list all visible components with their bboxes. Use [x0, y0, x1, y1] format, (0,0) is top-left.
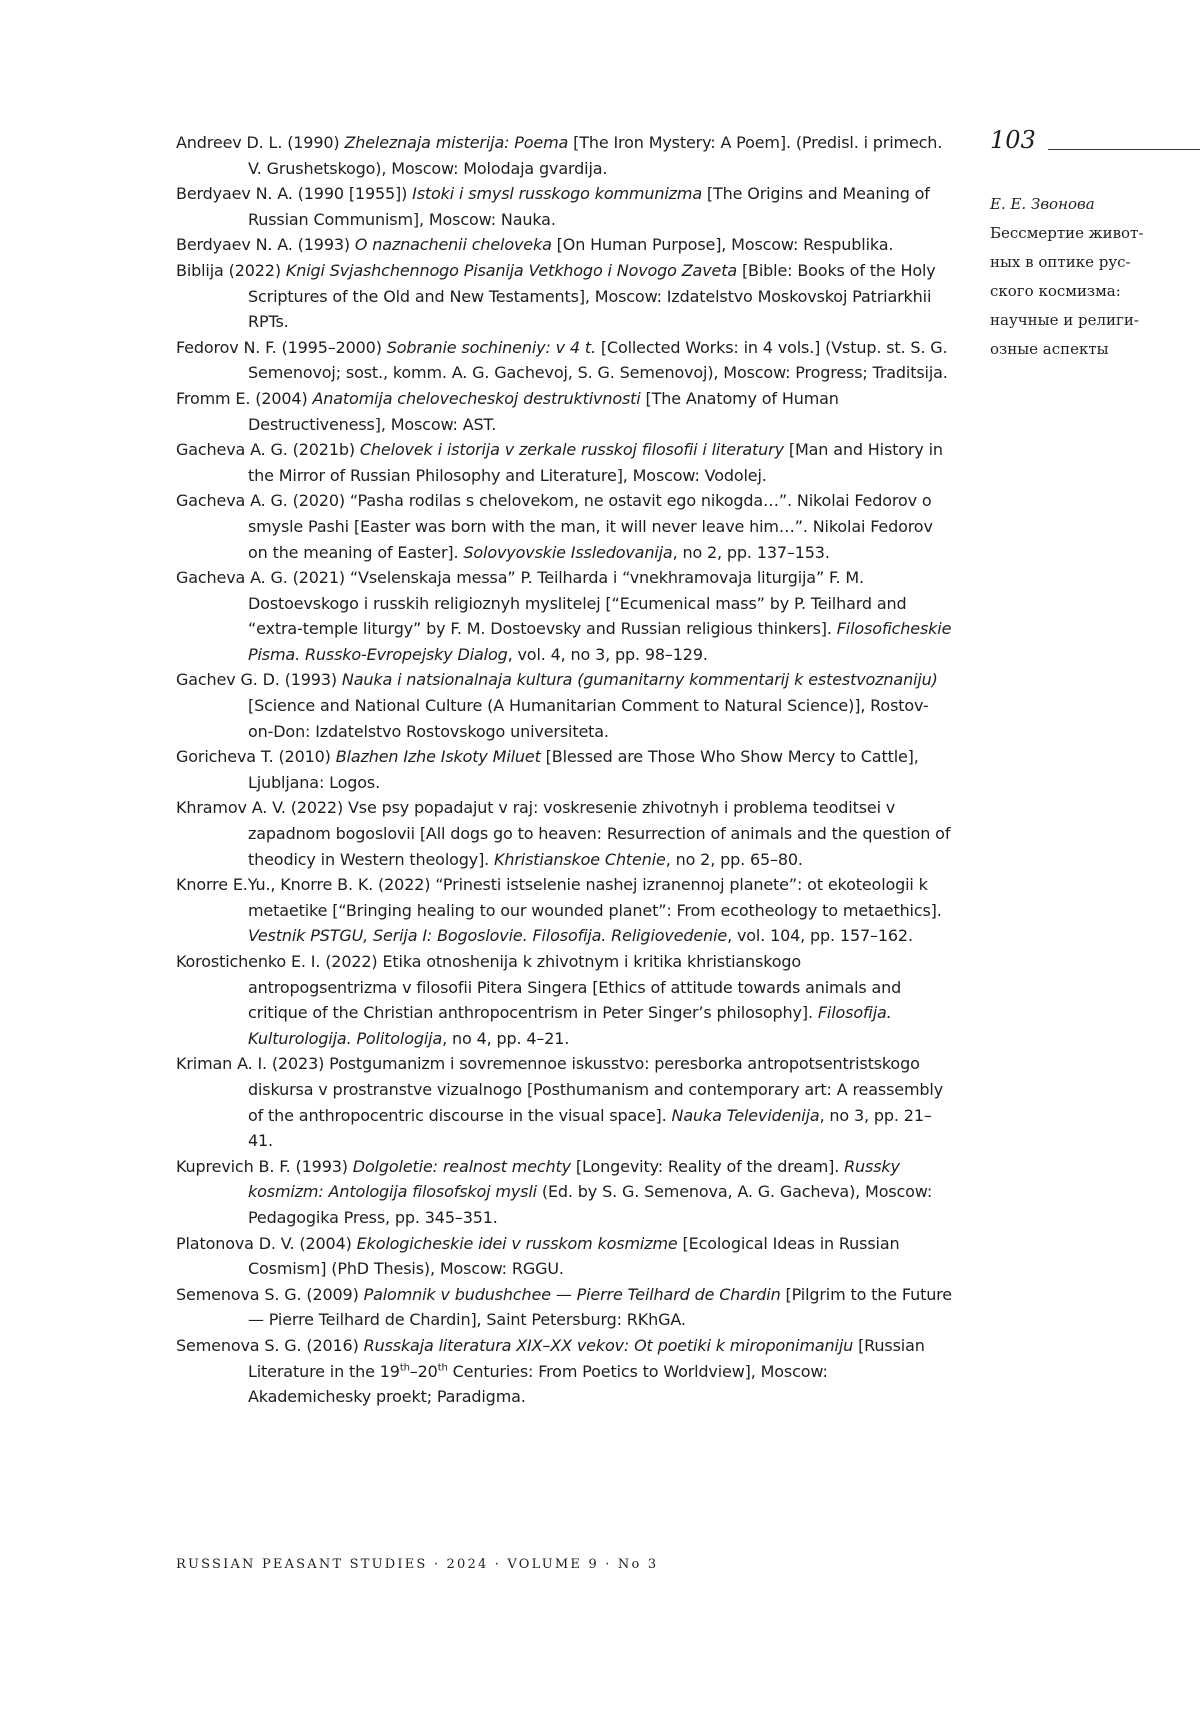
reference-text: Platonova D. V. (2004) — [176, 1234, 357, 1253]
reference-text: Gacheva A. G. (2021b) — [176, 440, 360, 459]
header-rule — [1048, 149, 1200, 150]
reference-entry — [176, 1231, 952, 1282]
reference-text: , no 3, pp. 21–41. — [248, 1106, 932, 1151]
superscript: th — [400, 1362, 410, 1373]
reference-title: Solovyovskie Issledovanija — [463, 543, 672, 562]
reference-title: Zheleznaja misterija: Poema — [344, 133, 568, 152]
reference-text: Kriman A. I. (2023) Postgumanizm i sovremennoe iskusstvo: peresborka antropotsentristskogo diskursa v prostranstve vizualnogo [Posthumanism and contemporary art: A reassembly of the anthropocentric discourse in the visual space]. — [176, 1054, 943, 1124]
reference-entry — [176, 744, 952, 795]
reference-title: Ekologicheskie idei v russkom kosmizme — [357, 1234, 678, 1253]
reference-title: Istoki i smysl russkogo kommunizma — [412, 184, 702, 203]
journal-footer: RUSSIAN PEASANT STUDIES · 2024 · VOLUME 9 · No 3 — [176, 1557, 658, 1572]
reference-text: Gachev G. D. (1993) — [176, 670, 342, 689]
reference-text: [Collected Works: in 4 vols.] (Vstup. st. S. G. Semenovoj; sost., komm. A. G. Gachevoj, S. G. Semenovoj), Moscow: Progress; Traditsija. — [248, 338, 948, 383]
reference-entry — [176, 1333, 952, 1410]
reference-text: , no 4, pp. 4–21. — [442, 1029, 569, 1048]
reference-text: [Ecological Ideas in Russian Cosmism] (PhD Thesis), Moscow: RGGU. — [248, 1234, 899, 1279]
reference-text: Knorre E.Yu., Knorre B. K. (2022) “Prinesti istselenie nashej izranennoj planete”: ot ekoteologii k metaetike [“Bringing healing to our wounded planet”: From ecotheology to metaethics]. — [176, 875, 942, 920]
reference-text: [The Iron Mystery: A Poem]. (Predisl. i primech. V. Grushetskogo), Moscow: Molodaja gvardija. — [248, 133, 942, 178]
running-head — [990, 190, 1200, 364]
reference-title: Knigi Svjashchennogo Pisanija Vetkhogo i Novogo Zaveta — [286, 261, 737, 280]
reference-list — [176, 130, 952, 1410]
reference-text: Fedorov N. F. (1995–2000) — [176, 338, 387, 357]
reference-entry — [176, 437, 952, 488]
reference-entry — [176, 335, 952, 386]
reference-title: Sobranie sochineniy: v 4 t. — [387, 338, 596, 357]
reference-text: Berdyaev N. A. (1993) — [176, 235, 355, 254]
reference-text: –20 — [410, 1362, 438, 1381]
reference-text: , no 2, pp. 137–153. — [673, 543, 830, 562]
reference-title: Nauka i natsionalnaja kultura (gumanitarny kommentarij k estestvoznaniju) — [342, 670, 938, 689]
reference-text: , no 2, pp. 65–80. — [666, 850, 803, 869]
reference-text: [Man and History in the Mirror of Russian Philosophy and Literature], Moscow: Vodolej. — [248, 440, 943, 485]
reference-title: Filosofija. Kulturologija. Politologija — [248, 1003, 892, 1048]
reference-entry — [176, 181, 952, 232]
reference-text: Khramov A. V. (2022) Vse psy popadajut v raj: voskresenie zhivotnyh i problema teoditsei v zapadnom bogoslovii [All dogs go to heaven: Resurrection of animals and the question of theodicy in Western theology]. — [176, 798, 950, 868]
reference-title: O naznachenii cheloveka — [355, 235, 552, 254]
reference-entry — [176, 1051, 952, 1153]
page-number: 103 — [990, 126, 1036, 154]
reference-entry — [176, 130, 952, 181]
reference-title: Nauka Televidenija — [672, 1106, 820, 1125]
reference-title: Chelovek i istorija v zerkale russkoj filosofii i literatury — [360, 440, 784, 459]
reference-text: Centuries: From Poetics to Worldview], Moscow: Akademichesky proekt; Paradigma. — [248, 1362, 828, 1407]
reference-text: Gacheva A. G. (2021) “Vselenskaja messa” P. Teilharda i “vnekhramovaja liturgija” F. M. Dostoevskogo i russkih religioznyh myslitelej [“Ecumenical mass” by P. Teilhard and “extra-temple liturgy” by F. M. Dostoevsky and Russian religious thinkers]. — [176, 568, 906, 638]
reference-text: Kuprevich B. F. (1993) — [176, 1157, 353, 1176]
reference-text: [Pilgrim to the Future — Pierre Teilhard de Chardin], Saint Petersburg: RKhGA. — [248, 1285, 952, 1330]
reference-text: [The Origins and Meaning of Russian Communism], Moscow: Nauka. — [248, 184, 930, 229]
reference-text: Gacheva A. G. (2020) “Pasha rodilas s chelovekom, ne ostavit ego nikogda…”. Nikolai Fedorov o smysle Pashi [Easter was born with the man, it will never leave him…”. Nikolai Fedorov on the meaning of Easter]. — [176, 491, 933, 561]
running-head-author: Е. Е. Звонова — [990, 190, 1200, 219]
reference-text: [Blessed are Those Who Show Mercy to Cattle], Ljubljana: Logos. — [248, 747, 919, 792]
reference-text: [The Anatomy of Human Destructiveness], Moscow: AST. — [248, 389, 839, 434]
reference-entry — [176, 386, 952, 437]
reference-entry — [176, 795, 952, 872]
reference-text: [Longevity: Reality of the dream]. — [571, 1157, 844, 1176]
reference-entry — [176, 258, 952, 335]
reference-text: Semenova S. G. (2009) — [176, 1285, 364, 1304]
reference-text: , vol. 104, pp. 157–162. — [727, 926, 913, 945]
reference-title: Palomnik v budushchee — Pierre Teilhard de Chardin — [364, 1285, 781, 1304]
reference-text: Fromm E. (2004) — [176, 389, 312, 408]
reference-title: Blazhen Izhe Iskoty Miluet — [336, 747, 541, 766]
reference-text: Semenova S. G. (2016) — [176, 1336, 364, 1355]
reference-title: Russkaja literatura XIX–XX vekov: Ot poetiki k miroponimaniju — [364, 1336, 854, 1355]
reference-text: (Ed. by S. G. Semenova, A. G. Gacheva), Moscow: Pedagogika Press, pp. 345–351. — [248, 1182, 932, 1227]
reference-entry — [176, 667, 952, 744]
reference-title: Khristianskoe Chtenie — [494, 850, 666, 869]
running-head-title: Бессмертие живот- ных в оптике рус- ского космизма: научные и религи- озные аспекты — [990, 219, 1200, 364]
reference-text: [Russian Literature in the 19 — [248, 1336, 925, 1381]
reference-text: Goricheva T. (2010) — [176, 747, 336, 766]
reference-entry — [176, 232, 952, 258]
reference-text: Korostichenko E. I. (2022) Etika otnoshenija k zhivotnym i kritika khristianskogo antropogsentrizma v filosofii Pitera Singera [Ethics of attitude towards animals and critique of the Christian anthropocentrism in Peter Singer’s philosophy]. — [176, 952, 901, 1022]
reference-entry — [176, 1154, 952, 1231]
reference-entry — [176, 488, 952, 565]
reference-title: Vestnik PSTGU, Serija I: Bogoslovie. Filosofija. Religiovedenie — [248, 926, 727, 945]
reference-entry — [176, 872, 952, 949]
reference-entry — [176, 565, 952, 667]
reference-title: Dolgoletie: realnost mechty — [353, 1157, 571, 1176]
reference-entry — [176, 949, 952, 1051]
reference-text: [On Human Purpose], Moscow: Respublika. — [552, 235, 894, 254]
reference-text: , vol. 4, no 3, pp. 98–129. — [508, 645, 708, 664]
reference-text: [Science and National Culture (A Humanitarian Comment to Natural Science)], Rostov-on-Don: Izdatelstvo Rostovskogo universiteta. — [248, 696, 929, 741]
reference-title: Russky kosmizm: Antologija filosofskoj mysli — [248, 1157, 900, 1202]
reference-title: Anatomija chelovecheskoj destruktivnosti — [312, 389, 640, 408]
reference-title: Filosoficheskie Pisma. Russko-Evropejsky Dialog — [248, 619, 951, 664]
reference-text: Andreev D. L. (1990) — [176, 133, 344, 152]
reference-text: Berdyaev N. A. (1990 [1955]) — [176, 184, 412, 203]
reference-entry — [176, 1282, 952, 1333]
reference-text: Biblija (2022) — [176, 261, 286, 280]
reference-text: [Bible: Books of the Holy Scriptures of the Old and New Testaments], Moscow: Izdatelstvo Moskovskoj Patriarkhii RPTs. — [248, 261, 936, 331]
superscript: th — [438, 1362, 448, 1373]
